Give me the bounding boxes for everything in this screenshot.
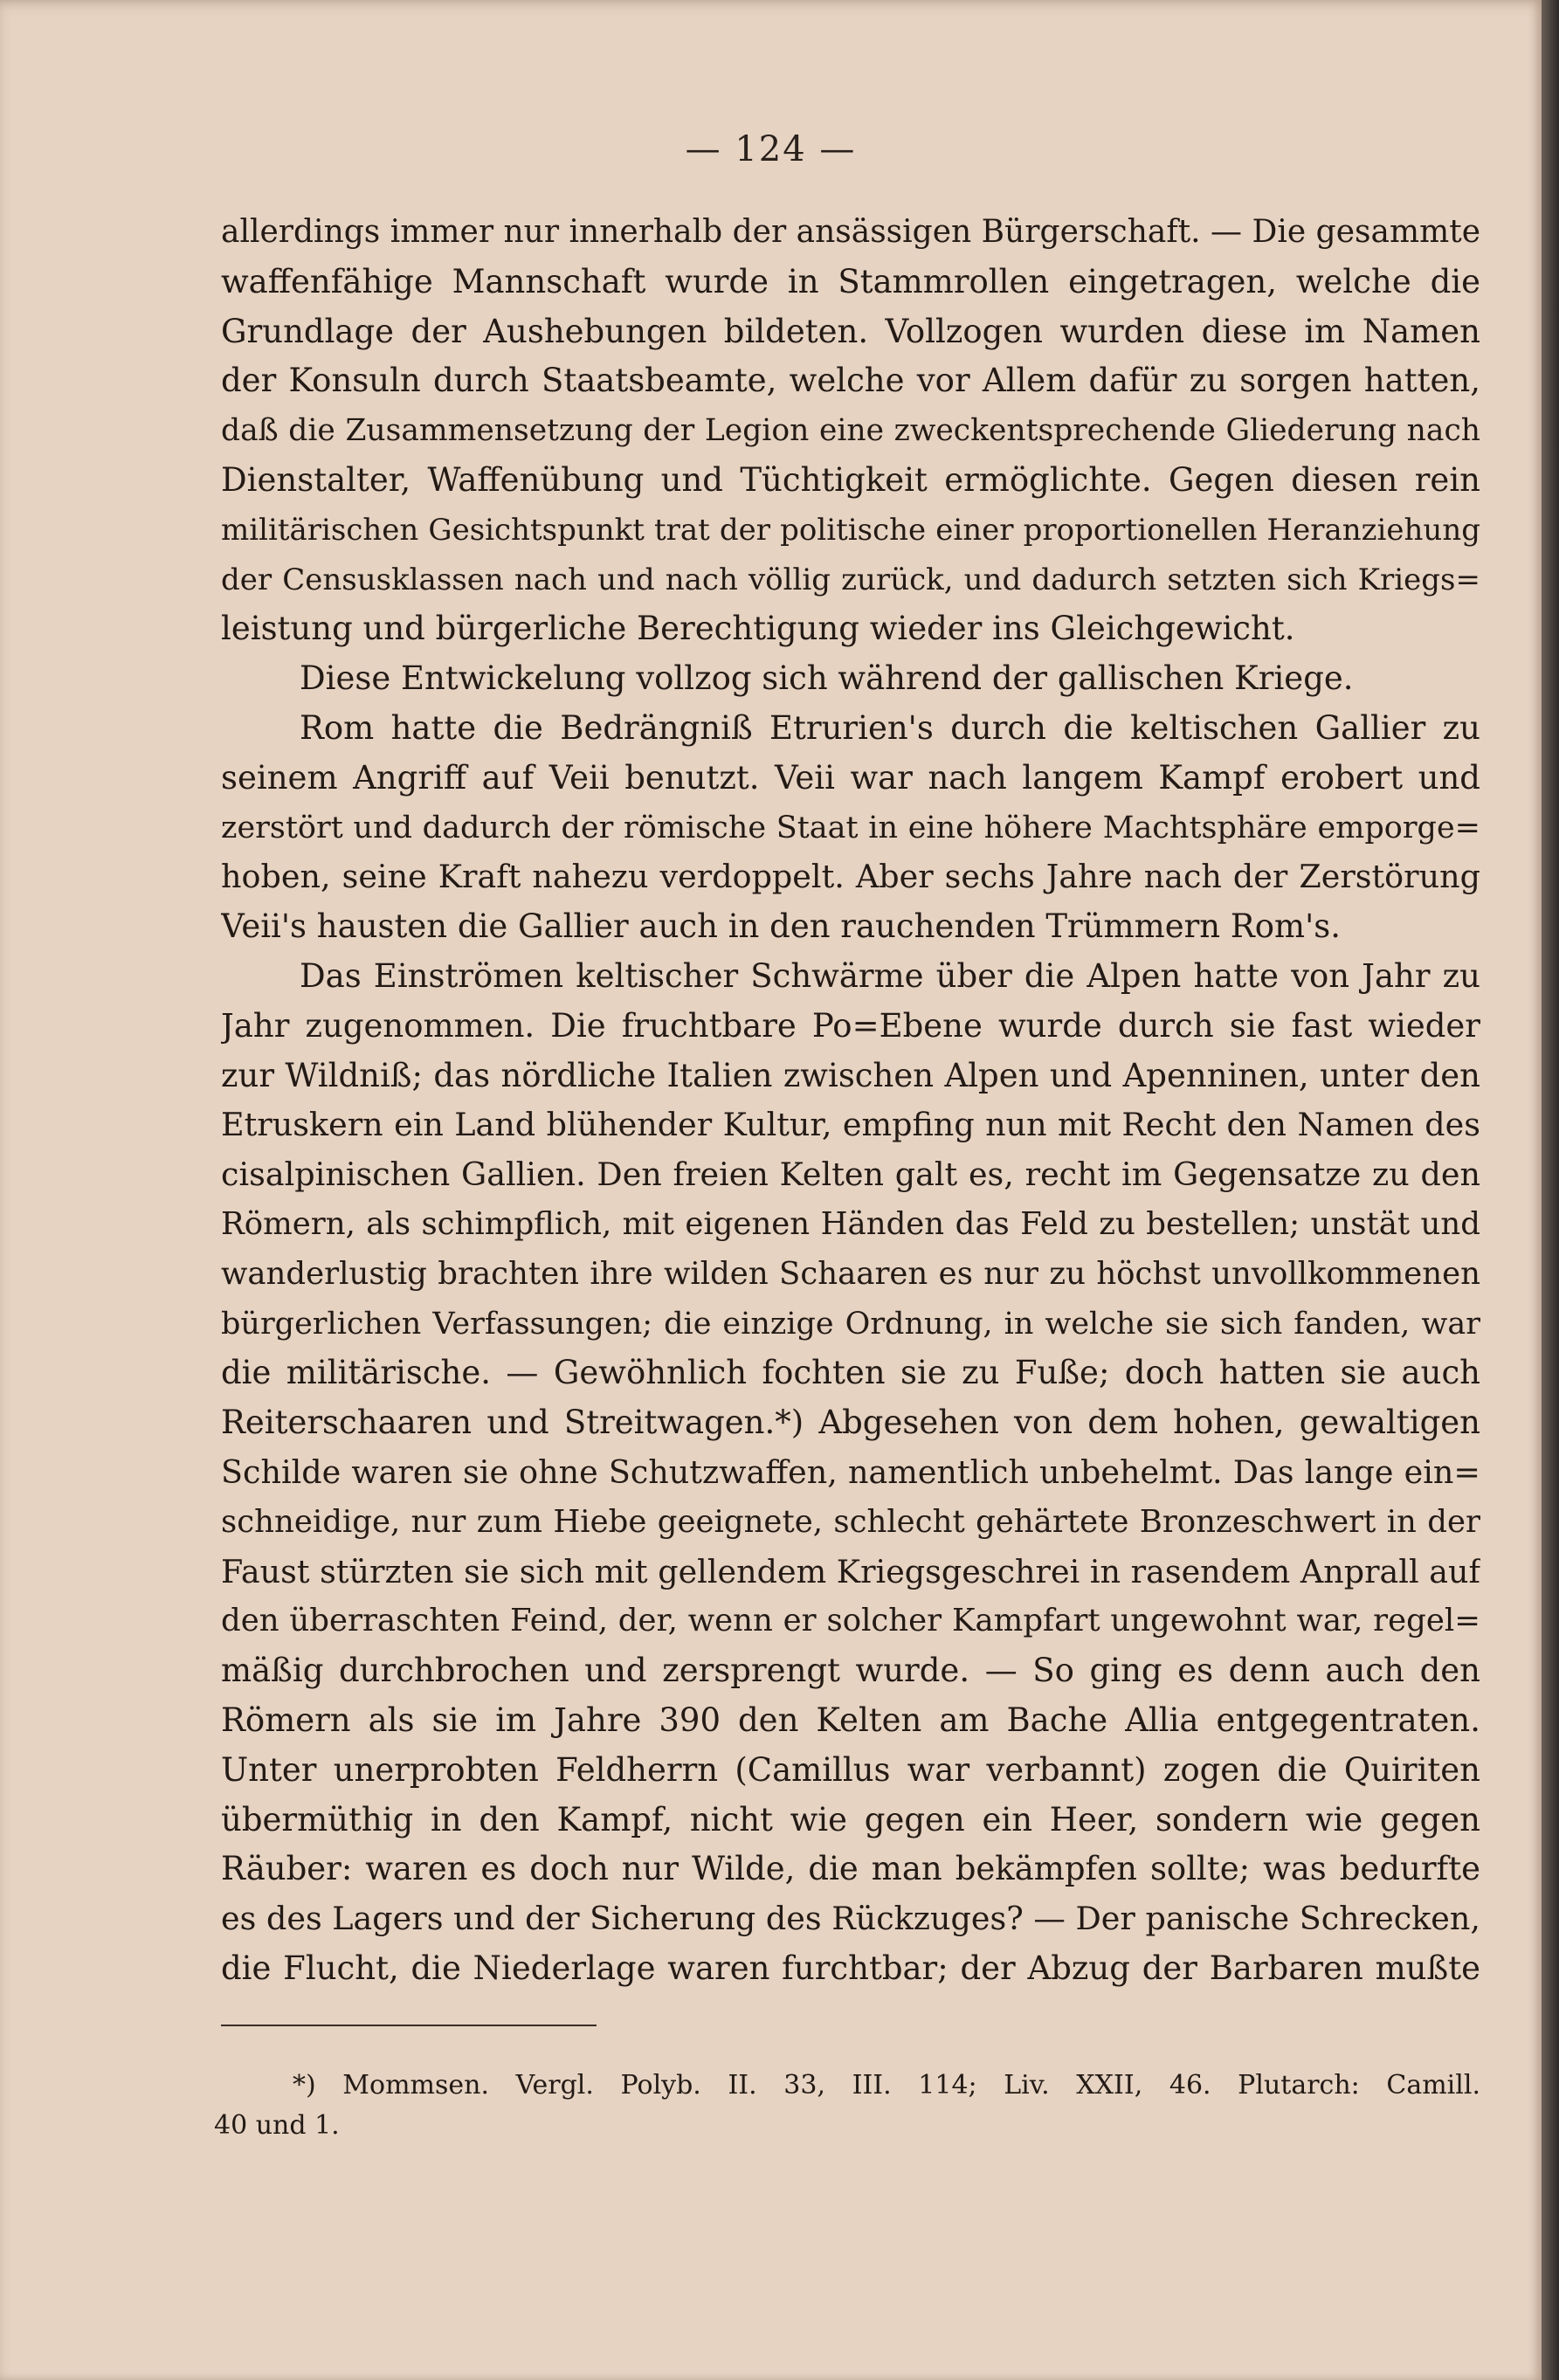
text-line: der Censusklassen nach und nach völlig zurück, und dadurch setzten sich Kriegs= bbox=[221, 562, 1480, 597]
text-line: waffenfähige Mannschaft wurde in Stammrollen eingetragen, welche die bbox=[221, 262, 1480, 300]
text-line: zur Wildniß; das nördliche Italien zwischen Alpen und Apenninen, unter den bbox=[221, 1056, 1480, 1094]
text-line: leistung und bürgerliche Berechtigung wieder ins Gleichgewicht. bbox=[221, 610, 1295, 648]
text-line: mäßig durchbrochen und zersprengt wurde. — So ging es denn auch den bbox=[221, 1652, 1480, 1690]
text-line: Räuber: waren es doch nur Wilde, die man bekämpfen sollte; was bedurfte bbox=[221, 1850, 1480, 1888]
text-line: Schilde waren sie ohne Schutzwaffen, namentlich unbehelmt. Das lange ein= bbox=[221, 1452, 1480, 1491]
text-line: Reiterschaaren und Streitwagen.*) Abgesehen von dem hohen, gewaltigen bbox=[221, 1404, 1480, 1442]
text-line: Unter unerprobten Feldherrn (Camillus war verbannt) zogen die Quiriten bbox=[221, 1750, 1480, 1789]
text-line: Das Einströmen keltischer Schwärme über die Alpen hatte von Jahr zu bbox=[300, 956, 1480, 995]
footnote-line: *) Mommsen. Vergl. Polyb. II. 33, III. 114; Liv. XXII, 46. Plutarch: Camill. bbox=[293, 2070, 1480, 2101]
text-line: schneidige, nur zum Hiebe geeignete, schlecht gehärtete Bronzeschwert in der bbox=[221, 1503, 1480, 1540]
footnote bbox=[214, 2066, 1480, 2146]
text-line: daß die Zusammensetzung der Legion eine zweckentsprechende Gliederung nach bbox=[221, 413, 1480, 449]
body-text bbox=[221, 208, 1480, 1994]
page-edge-shadow bbox=[1542, 0, 1559, 2380]
text-line: Dienstalter, Waffenübung und Tüchtigkeit ermöglichte. Gegen diesen rein bbox=[221, 460, 1480, 499]
text-line: die Flucht, die Niederlage waren furchtbar; der Abzug der Barbaren mußte bbox=[221, 1949, 1480, 1987]
text-line: Diese Entwickelung vollzog sich während der gallischen Kriege. bbox=[300, 659, 1354, 698]
text-line: es des Lagers und der Sicherung des Rückzuges? — Der panische Schrecken, bbox=[221, 1900, 1480, 1938]
text-line: allerdings immer nur innerhalb der ansässigen Bürgerschaft. — Die gesammte bbox=[221, 214, 1480, 250]
text-line: die militärische. — Gewöhnlich fochten sie zu Fuße; doch hatten sie auch bbox=[221, 1354, 1480, 1392]
text-line: seinem Angriff auf Veii benutzt. Veii war nach langem Kampf erobert und bbox=[221, 758, 1480, 797]
text-line: Grundlage der Aushebungen bildeten. Vollzogen wurden diese im Namen bbox=[221, 312, 1480, 350]
footnote-divider bbox=[221, 2025, 597, 2026]
text-line: bürgerlichen Verfassungen; die einzige Ordnung, in welche sie sich fanden, war bbox=[221, 1306, 1480, 1342]
text-line: Veii's hausten die Gallier auch in den rauchenden Trümmern Rom's. bbox=[221, 907, 1342, 946]
page-number-header: — 124 — bbox=[685, 129, 857, 169]
footnote-line: 40 und 1. bbox=[214, 2110, 340, 2141]
text-line: Rom hatte die Bedrängniß Etrurien's durch die keltischen Gallier zu bbox=[300, 708, 1480, 747]
text-line: Faust stürzten sie sich mit gellendem Kriegsgeschrei in rasendem Anprall auf bbox=[221, 1552, 1480, 1590]
text-line: wanderlustig brachten ihre wilden Schaaren es nur zu höchst unvollkommenen bbox=[221, 1255, 1480, 1292]
text-line: militärischen Gesichtspunkt trat der politische einer proportionellen Heranziehung bbox=[221, 512, 1480, 548]
text-line: der Konsuln durch Staatsbeamte, welche vor Allem dafür zu sorgen hatten, bbox=[221, 362, 1480, 400]
text-line: Römern als sie im Jahre 390 den Kelten am Bache Allia entgegentraten. bbox=[221, 1700, 1480, 1739]
text-line: Römern, als schimpflich, mit eigenen Händen das Feld zu bestellen; unstät und bbox=[221, 1205, 1480, 1242]
text-line: übermüthig in den Kampf, nicht wie gegen ein Heer, sondern wie gegen bbox=[221, 1800, 1480, 1838]
text-line: Etruskern ein Land blühender Kultur, empfing nun mit Recht den Namen des bbox=[221, 1106, 1480, 1144]
text-line: hoben, seine Kraft nahezu verdoppelt. Aber sechs Jahre nach der Zerstörung bbox=[221, 858, 1480, 896]
text-line: zerstört und dadurch der römische Staat in eine höhere Machtsphäre emporge= bbox=[221, 810, 1480, 845]
text-line: cisalpinischen Gallien. Den freien Kelten galt es, recht im Gegensatze zu den bbox=[221, 1156, 1480, 1194]
text-line: Jahr zugenommen. Die fruchtbare Po=Ebene wurde durch sie fast wieder bbox=[221, 1006, 1480, 1045]
text-line: den überraschten Feind, der, wenn er solcher Kampfart ungewohnt war, regel= bbox=[221, 1603, 1480, 1639]
